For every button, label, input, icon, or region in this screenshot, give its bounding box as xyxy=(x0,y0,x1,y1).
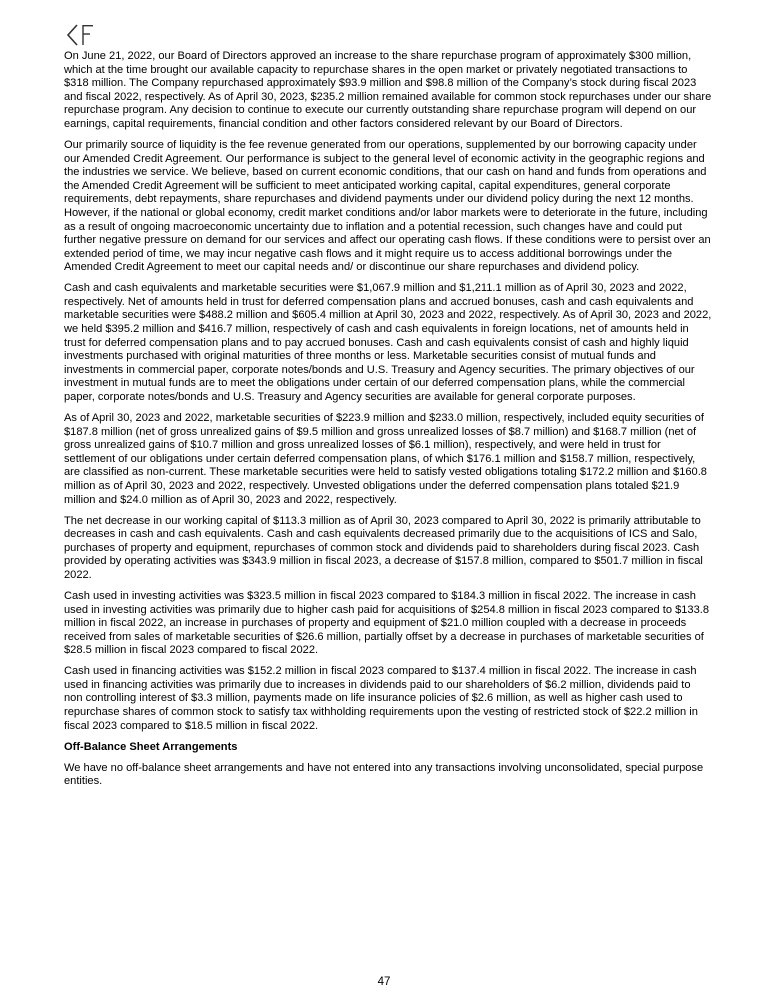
paragraph-marketable-securities: As of April 30, 2023 and 2022, marketable securities of $223.9 million and $233.0 million, respectively, included equity securities of $187.8 million (net of gross unrealized gains of $9.5 million and gross unrealized losses of $8.7 million) and $168.7 million (net of gross unrealized gains of $10.7 million and gross unrealized losses of $6.1 million), respectively, and were held in trust for settlement of our obligations under certain deferred compensation plans, of which $176.1 million and $158.7 million, respectively, are classified as non-current. These marketable securities were held to satisfy vested obligations totaling $172.2 million and $160.8 million as of April 30, 2023 and 2022, respectively. Unvested obligations under the deferred compensation plans totaled $21.9 million and $24.0 million as of April 30, 2023 and 2022, respectively. xyxy=(64,412,707,506)
paragraph-liquidity-sources: Our primarily source of liquidity is the fee revenue generated from our operations, supplemented by our borrowing capacity under our Amended Credit Agreement. Our performance is subject to the general level of economic activity in the geographic regions and the industries we service. We believe, based on current economic conditions, that our cash on hand and funds from operations and the Amended Credit Agreement will be sufficient to meet anticipated working capital, capital expenditures, general corporate requirements, debt repayments, share repurchases and dividend payments under our dividend policy during the next 12 months. However, if the national or global economy, credit market conditions and/or labor markets were to deteriorate in the future, including as a result of ongoing macroeconomic uncertainty due to inflation and a potential recession, such changes have and could put further negative pressure on demand for our services and affect our operating cash flows. If these conditions were to persist over an extended period of time, we may incur negative cash flows and it might require us to access additional borrowings under the Amended Credit Agreement to meet our capital needs and/ or discontinue our share repurchases and dividend policy. xyxy=(64,138,711,274)
section-heading-off-balance-sheet: Off-Balance Sheet Arrangements xyxy=(64,740,238,753)
document-body xyxy=(64,50,712,796)
page-number: 47 xyxy=(377,976,391,988)
paragraph-cash-equivalents: Cash and cash equivalents and marketable securities were $1,067.9 million and $1,211.1 million as of April 30, 2023 and 2022, respectively. Net of amounts held in trust for deferred compensation plans and accrued bonuses, cash and cash equivalents and marketable securities were $488.2 million and $605.4 million at April 30, 2023 and 2022, respectively. As of April 30, 2023 and 2022, we held $395.2 million and $416.7 million, respectively of cash and cash equivalents in foreign locations, net of amounts held in trust for deferred compensation plans and to pay accrued bonuses. Cash and cash equivalents consist of cash and highly liquid investments purchased with original maturities of three months or less. Marketable securities consist of mutual funds and investments in commercial paper, corporate notes/bonds and U.S. Treasury and Agency securities. The primary objectives of our investment in mutual funds are to meet the obligations under certain of our deferred compensation plans, while the commercial paper, corporate notes/bonds and U.S. Treasury and Agency securities are available for general corporate purposes. xyxy=(64,282,712,404)
paragraph-working-capital: The net decrease in our working capital of $113.3 million as of April 30, 2023 compared to April 30, 2022 is primarily attributable to decreases in cash and cash equivalents. Cash and cash equivalents decreased primarily due to the acquisitions of ICS and Salo, purchases of property and equipment, repurchases of common stock and dividends paid to shareholders during fiscal 2023. Cash provided by operating activities was $343.9 million in fiscal 2023, a decrease of $157.8 million, compared to $501.7 million in fiscal 2022. xyxy=(64,514,703,581)
paragraph-off-balance-sheet: We have no off-balance sheet arrangements and have not entered into any transactions involving unconsolidated, special purpose entities. xyxy=(64,761,704,788)
paragraph-financing-activities: Cash used in financing activities was $152.2 million in fiscal 2023 compared to $137.4 million in fiscal 2022. The increase in cash used in financing activities was primarily due to increases in dividends paid to our shareholders of $6.2 million, dividends paid to non controlling interest of $3.3 million, payments made on life insurance policies of $2.6 million, as well as higher cash used to repurchase shares of common stock to satisfy tax withholding requirements upon the vesting of restricted stock of $22.2 million in fiscal 2023 compared to $18.5 million in fiscal 2022. xyxy=(64,665,698,732)
paragraph-investing-activities: Cash used in investing activities was $323.5 million in fiscal 2023 compared to $184.3 million in fiscal 2022. The increase in cash used in investing activities was primarily due to higher cash paid for acquisitions of $254.8 million in fiscal 2023 compared to $133.8 million in fiscal 2022, an increase in purchases of property and equipment of $21.0 million coupled with a decrease in proceeds received from sales of marketable securities of $26.6 million, partially offset by a decrease in purchases of marketable securities of $28.5 million in fiscal 2023 compared to fiscal 2022. xyxy=(64,589,710,657)
paragraph-share-repurchase: On June 21, 2022, our Board of Directors approved an increase to the share repurchase program of approximately $300 million, which at the time brought our available capacity to repurchase shares in the open market or privately negotiated transactions to $318 million. The Company repurchased approximately $93.9 million and $98.8 million of the Company’s stock during fiscal 2023 and fiscal 2022, respectively. As of April 30, 2023, $235.2 million remained available for common stock repurchases under our share repurchase program. Any decision to continue to execute our currently outstanding share repurchase program will depend on our earnings, capital requirements, financial condition and other factors considered relevant by our Board of Directors. xyxy=(64,50,712,130)
company-monogram-icon xyxy=(64,22,98,48)
